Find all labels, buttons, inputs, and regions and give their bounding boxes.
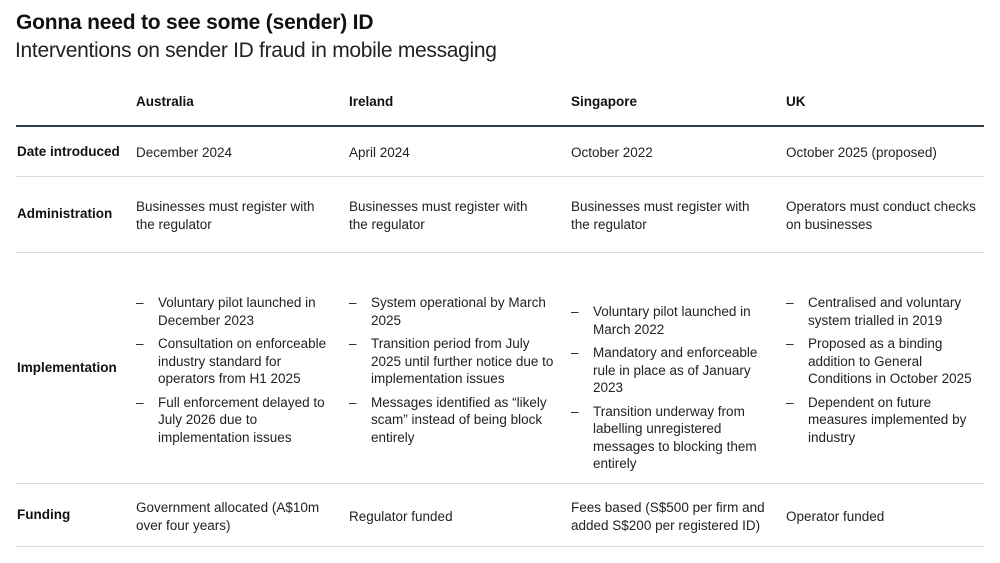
page-title: Gonna need to see some (sender) ID <box>16 11 374 34</box>
bullet-dash: – <box>786 336 794 351</box>
cell-date-singapore: October 2022 <box>571 145 653 160</box>
list-item-text: Transition underway from labelling unregistered messages to blocking them entirely <box>593 403 757 471</box>
bullet-dash: – <box>349 295 357 310</box>
row-divider <box>16 483 984 484</box>
cell-implementation-ireland <box>349 294 557 452</box>
list-item-text: Centralised and voluntary system trialled in 2019 <box>808 295 962 328</box>
column-header-singapore: Singapore <box>571 94 638 109</box>
cell-funding-australia: Government allocated (A$10m over four years) <box>136 500 320 533</box>
header-divider <box>16 125 984 127</box>
bullet-dash: – <box>136 336 144 351</box>
cell-administration-ireland: Businesses must register with the regulator <box>349 199 528 232</box>
list-item <box>136 294 341 329</box>
bullet-dash: – <box>349 394 357 410</box>
cell-implementation-singapore <box>571 303 779 479</box>
cell-funding-ireland: Regulator funded <box>349 509 453 524</box>
list-item <box>349 394 557 447</box>
cell-administration-australia: Businesses must register with the regulator <box>136 199 315 232</box>
row-divider <box>16 176 984 177</box>
list-item <box>786 335 976 388</box>
cell-funding-uk: Operator funded <box>786 509 885 524</box>
list-item-text: Proposed as a binding addition to General Conditions in October 2025 <box>808 336 972 386</box>
bullet-dash: – <box>786 295 794 310</box>
list-item-text: Transition period from July 2025 until further notice due to implementation issues <box>371 336 554 386</box>
column-header-ireland: Ireland <box>349 94 394 109</box>
cell-date-ireland: April 2024 <box>349 145 410 160</box>
list-item-text: Messages identified as “likely scam” instead of being block entirely <box>371 394 547 445</box>
bullet-dash: – <box>349 336 357 351</box>
bullet-dash: – <box>571 403 579 419</box>
cell-date-uk: October 2025 (proposed) <box>786 145 937 160</box>
list-item-text: Consultation on enforceable industry standard for operators from H1 2025 <box>158 336 327 386</box>
bullet-dash: – <box>571 304 579 319</box>
list-item <box>571 403 779 473</box>
row-label-implementation: Implementation <box>17 360 117 375</box>
list-item <box>571 344 779 397</box>
cell-date-australia: December 2024 <box>136 145 233 160</box>
cell-administration-uk: Operators must conduct checks on businesses <box>786 199 976 232</box>
row-label-funding: Funding <box>17 507 71 522</box>
list-item-text: Voluntary pilot launched in December 2023 <box>158 295 316 328</box>
bullet-dash: – <box>136 295 144 310</box>
bullet-dash: – <box>571 345 579 360</box>
row-label-administration: Administration <box>17 206 113 221</box>
list-item <box>349 335 557 388</box>
bullet-dash: – <box>136 394 144 410</box>
list-item <box>571 303 779 338</box>
list-item-text: System operational by March 2025 <box>371 295 546 328</box>
row-divider <box>16 546 984 547</box>
list-item <box>349 294 557 329</box>
column-header-uk: UK <box>786 94 806 109</box>
row-label-date-introduced: Date introduced <box>17 144 120 159</box>
row-divider <box>16 252 984 253</box>
list-item-text: Full enforcement delayed to July 2026 due to implementation issues <box>158 394 325 445</box>
cell-funding-singapore: Fees based (S$500 per firm and added S$200 per registered ID) <box>571 500 765 533</box>
list-item-text: Mandatory and enforceable rule in place as of January 2023 <box>593 345 758 395</box>
list-item-text: Dependent on future measures implemented by industry <box>808 394 967 445</box>
list-item-text: Voluntary pilot launched in March 2022 <box>593 304 751 337</box>
list-item <box>786 394 976 447</box>
cell-implementation-australia <box>136 294 341 452</box>
cell-implementation-uk <box>786 294 976 452</box>
list-item <box>786 294 976 329</box>
bullet-dash: – <box>786 394 794 410</box>
column-header-australia: Australia <box>136 94 194 109</box>
cell-administration-singapore: Businesses must register with the regulator <box>571 199 750 232</box>
list-item <box>136 335 341 388</box>
page-subtitle: Interventions on sender ID fraud in mobile messaging <box>15 39 497 62</box>
list-item <box>136 394 341 447</box>
